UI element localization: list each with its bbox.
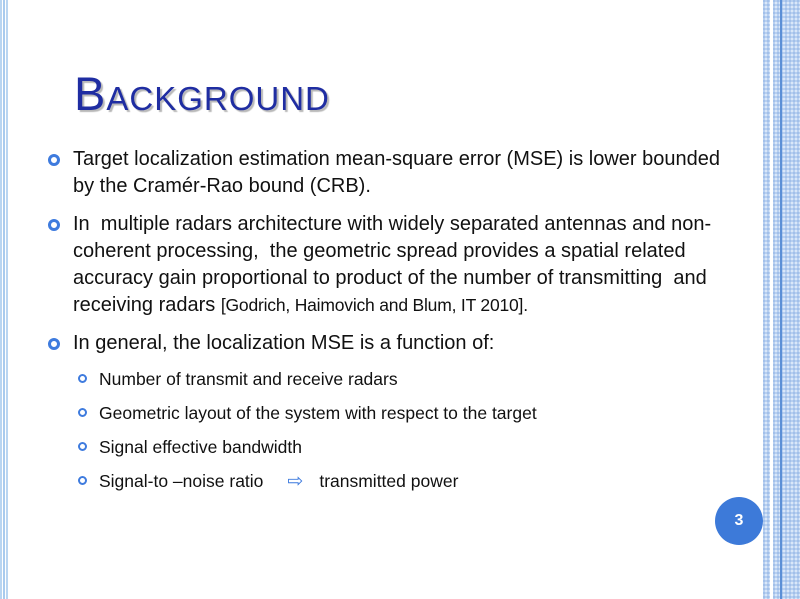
sub-bullet-ring-icon — [78, 408, 87, 417]
slide-body — [48, 146, 726, 505]
bullet-ring-icon — [48, 338, 60, 350]
bullet-text: Target localization estimation mean-square error (MSE) is lower bounded by the Cramér-Rao bound (CRB). — [73, 148, 726, 197]
left-border-decoration — [0, 0, 9, 599]
page-number: 3 — [734, 512, 744, 529]
bullet-ring-icon — [48, 219, 60, 231]
right-border-decoration — [763, 0, 800, 599]
right-arrow-icon: ⇨ — [287, 471, 304, 492]
sub-bullet-item — [78, 402, 720, 424]
right-border-narrow-band — [763, 0, 770, 599]
sub-bullet-text: Signal effective bandwidth — [99, 437, 303, 457]
bullet-ring-icon — [48, 154, 60, 166]
bullet-list — [48, 146, 726, 357]
sub-bullet-item — [78, 470, 720, 493]
sub-bullet-ring-icon — [78, 476, 87, 485]
slide-title: Background — [74, 67, 330, 120]
sub-bullet-text: Geometric layout of the system with respect to the target — [99, 403, 537, 423]
sub-bullet-text — [99, 470, 458, 493]
sub-bullet-text: Number of transmit and receive radars — [99, 369, 398, 389]
sub-bullet-text-rhs: transmitted power — [319, 471, 459, 491]
page-number-badge — [715, 497, 763, 545]
bullet-item — [48, 211, 720, 319]
bullet-item — [48, 146, 726, 200]
right-border-wide-band — [773, 0, 800, 599]
bullet-text: In general, the localization MSE is a function of: — [73, 332, 495, 354]
bullet-item — [48, 330, 720, 357]
sub-bullet-ring-icon — [78, 442, 87, 451]
citation-text: [Godrich, Haimovich and Blum, IT 2010]. — [220, 295, 528, 315]
sub-bullet-item — [78, 368, 720, 390]
sub-bullet-ring-icon — [78, 374, 87, 383]
sub-bullet-text-lhs: Signal-to –noise ratio — [99, 471, 264, 491]
right-border-vertical-line — [780, 0, 782, 599]
bullet-text — [73, 211, 720, 319]
sub-bullet-list — [48, 368, 720, 493]
sub-bullet-item — [78, 436, 720, 458]
bullet-text-main: In multiple radars architecture with widely separated antennas and non-coherent processing, the geometric spread provides a spatial related accuracy gain proportional to product of the number of transmitting and receiving radars — [73, 213, 713, 316]
